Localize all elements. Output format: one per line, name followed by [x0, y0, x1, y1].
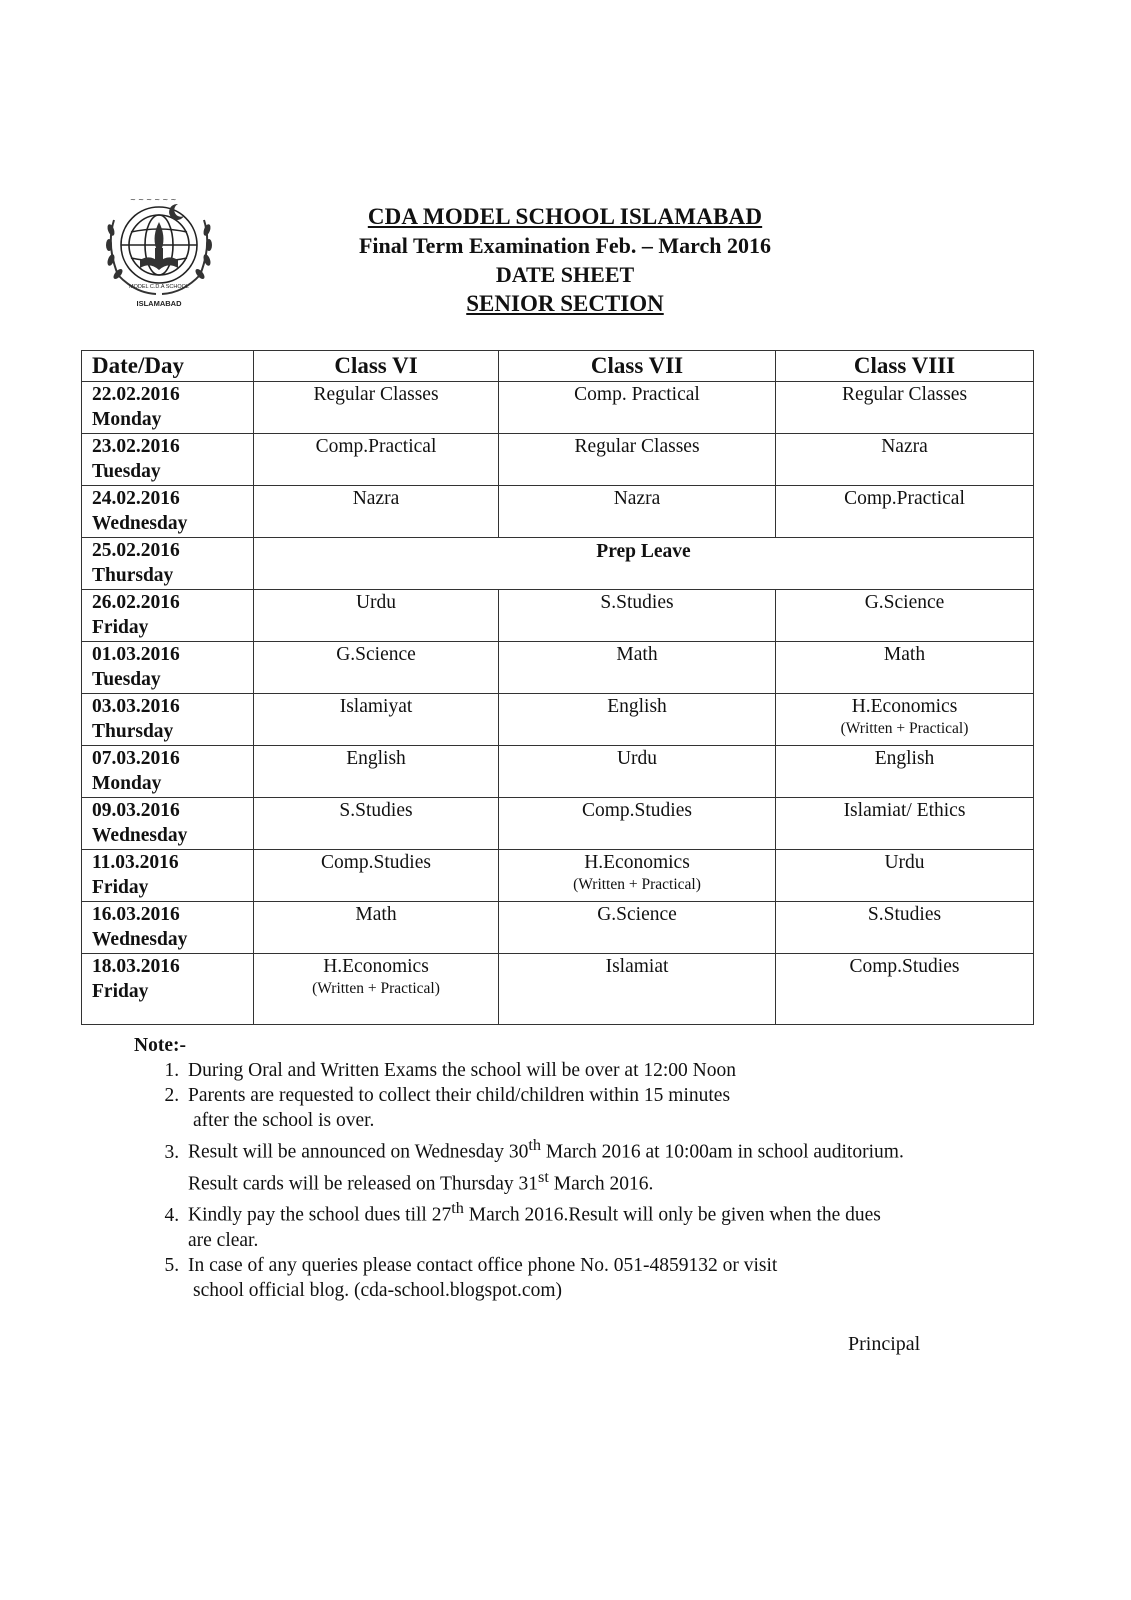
sheet-title: DATE SHEET — [495, 262, 635, 287]
class-vii-subject — [499, 850, 776, 902]
day: Thursday — [92, 565, 174, 586]
class-vi-subject: Math — [254, 902, 499, 954]
table-row — [82, 590, 1034, 642]
day: Friday — [92, 981, 149, 1002]
table-row — [82, 486, 1034, 538]
note-line — [188, 1133, 904, 1165]
day: Friday — [92, 617, 149, 638]
emblem-caption: ISLAMABAD — [136, 299, 182, 308]
class-vii-subject: S.Studies — [499, 590, 776, 642]
note-text: March 2016.Result will only be given when the dues — [463, 1204, 881, 1226]
day: Tuesday — [92, 461, 161, 482]
date: 18.03.2016 — [92, 956, 180, 977]
class-vii-subject: Regular Classes — [499, 434, 776, 486]
class-viii-subject: Comp.Practical — [776, 486, 1034, 538]
ordinal-suffix: th — [528, 1136, 541, 1154]
class-viii-subject: Islamiat/ Ethics — [776, 798, 1034, 850]
school-emblem — [100, 190, 218, 310]
note-text: Result will be announced on Wednesday 30 — [188, 1141, 529, 1163]
principal-signature: Principal — [848, 1333, 921, 1355]
class-viii-subject: S.Studies — [776, 902, 1034, 954]
class-vi-subject: Islamiyat — [254, 694, 499, 746]
table-row — [82, 954, 1034, 1025]
table-row — [82, 434, 1034, 486]
class-vi-subject: Comp.Studies — [254, 850, 499, 902]
notes-section — [134, 1033, 904, 1303]
class-viii-subject: Comp.Studies — [776, 954, 1034, 1025]
date: 11.03.2016 — [92, 852, 179, 873]
date-cell — [82, 642, 254, 694]
class-vi-subject: Comp.Practical — [254, 434, 499, 486]
class-vii-subject: Nazra — [499, 486, 776, 538]
date-cell — [82, 850, 254, 902]
class-vi-subject: Urdu — [254, 590, 499, 642]
table-row — [82, 694, 1034, 746]
date-cell — [82, 954, 254, 1025]
note-text: school official blog. (cda-school.blogspot.com) — [193, 1279, 562, 1301]
class-viii-subject: Urdu — [776, 850, 1034, 902]
subject: H.Economics — [323, 956, 429, 977]
emblem-ring-text: MODEL C.D.A SCHOOL — [128, 284, 190, 290]
note-item — [184, 1083, 904, 1133]
class-viii-subject: G.Science — [776, 590, 1034, 642]
date: 01.03.2016 — [92, 644, 180, 665]
day: Monday — [92, 409, 162, 430]
date-cell — [82, 538, 254, 590]
class-vii-subject: Urdu — [499, 746, 776, 798]
ordinal-suffix: st — [538, 1167, 549, 1186]
date: 25.02.2016 — [92, 540, 180, 561]
header-date-day: Date/Day — [82, 351, 254, 382]
day: Wednesday — [92, 929, 188, 950]
subject-note: (Written + Practical) — [573, 876, 701, 893]
document-header — [300, 202, 830, 318]
date: 03.03.2016 — [92, 696, 180, 717]
class-vii-subject: Islamiat — [499, 954, 776, 1025]
date-cell — [82, 902, 254, 954]
date: 24.02.2016 — [92, 488, 180, 509]
table-row — [82, 850, 1034, 902]
class-vi-subject: Regular Classes — [254, 382, 499, 434]
section-title: SENIOR SECTION — [466, 291, 664, 316]
note-line — [188, 1196, 904, 1228]
day: Friday — [92, 877, 149, 898]
note-text: Result cards will be released on Thursday 31 — [188, 1173, 539, 1194]
class-vii-subject: Comp. Practical — [499, 382, 776, 434]
note-text: after the school is over. — [193, 1110, 375, 1131]
day: Monday — [92, 773, 162, 794]
exam-term: Final Term Examination Feb. – March 2016 — [358, 233, 772, 258]
note-text: Parents are requested to collect their child/children within 15 minutes — [188, 1085, 731, 1106]
date: 23.02.2016 — [92, 436, 180, 457]
header-class-viii: Class VIII — [776, 351, 1034, 382]
school-name: CDA MODEL SCHOOL ISLAMABAD — [367, 204, 763, 229]
date-cell — [82, 382, 254, 434]
prep-leave-cell: Prep Leave — [254, 538, 1034, 590]
subject-note: (Written + Practical) — [312, 980, 440, 997]
note-line — [188, 1165, 904, 1197]
date-cell — [82, 746, 254, 798]
header-class-vii: Class VII — [499, 351, 776, 382]
class-vi-subject: Nazra — [254, 486, 499, 538]
note-text: March 2016. — [548, 1173, 654, 1194]
class-vi-subject: S.Studies — [254, 798, 499, 850]
table-row — [82, 642, 1034, 694]
table-row — [82, 538, 1034, 590]
note-text: are clear. — [188, 1229, 259, 1251]
class-viii-subject: Math — [776, 642, 1034, 694]
day: Wednesday — [92, 825, 188, 846]
header-class-vi: Class VI — [254, 351, 499, 382]
table-row — [82, 798, 1034, 850]
date: 16.03.2016 — [92, 904, 180, 925]
class-viii-subject: Nazra — [776, 434, 1034, 486]
note-item — [184, 1058, 904, 1083]
date-cell — [82, 694, 254, 746]
day: Tuesday — [92, 669, 161, 690]
notes-list — [134, 1058, 904, 1303]
notes-title: Note:- — [134, 1035, 186, 1056]
date: 26.02.2016 — [92, 592, 180, 613]
class-viii-subject — [776, 694, 1034, 746]
note-item — [184, 1196, 904, 1253]
note-item — [184, 1133, 904, 1196]
subject-note: (Written + Practical) — [840, 720, 969, 737]
ordinal-suffix: th — [451, 1199, 464, 1217]
note-text: In case of any queries please contact office phone No. 051-4859132 or visit — [188, 1254, 778, 1276]
note-text: March 2016 at 10:00am in school auditorium. — [540, 1141, 904, 1163]
subject: H.Economics — [851, 696, 958, 717]
class-vii-subject: Comp.Studies — [499, 798, 776, 850]
class-vi-subject: English — [254, 746, 499, 798]
table-row — [82, 382, 1034, 434]
class-viii-subject: Regular Classes — [776, 382, 1034, 434]
date-cell — [82, 434, 254, 486]
day: Thursday — [92, 721, 174, 742]
date-cell — [82, 590, 254, 642]
date: 22.02.2016 — [92, 384, 180, 405]
table-header-row — [82, 351, 1034, 382]
table-row — [82, 746, 1034, 798]
class-vii-subject: Math — [499, 642, 776, 694]
date: 07.03.2016 — [92, 748, 180, 769]
class-viii-subject: English — [776, 746, 1034, 798]
subject: H.Economics — [584, 852, 690, 873]
date-cell — [82, 486, 254, 538]
class-vi-subject: G.Science — [254, 642, 499, 694]
class-vii-subject: G.Science — [499, 902, 776, 954]
note-item — [184, 1253, 904, 1303]
date-sheet-table — [81, 350, 1034, 1025]
class-vii-subject: English — [499, 694, 776, 746]
note-text: During Oral and Written Exams the school will be over at 12:00 Noon — [188, 1060, 736, 1081]
class-vi-subject — [254, 954, 499, 1025]
table-row — [82, 902, 1034, 954]
note-text: Kindly pay the school dues till 27 — [188, 1204, 452, 1226]
svg-text:~ ~ ~ ~ ~ ~: ~ ~ ~ ~ ~ ~ — [130, 196, 177, 204]
date-cell — [82, 798, 254, 850]
day: Wednesday — [92, 513, 188, 534]
date: 09.03.2016 — [92, 800, 180, 821]
